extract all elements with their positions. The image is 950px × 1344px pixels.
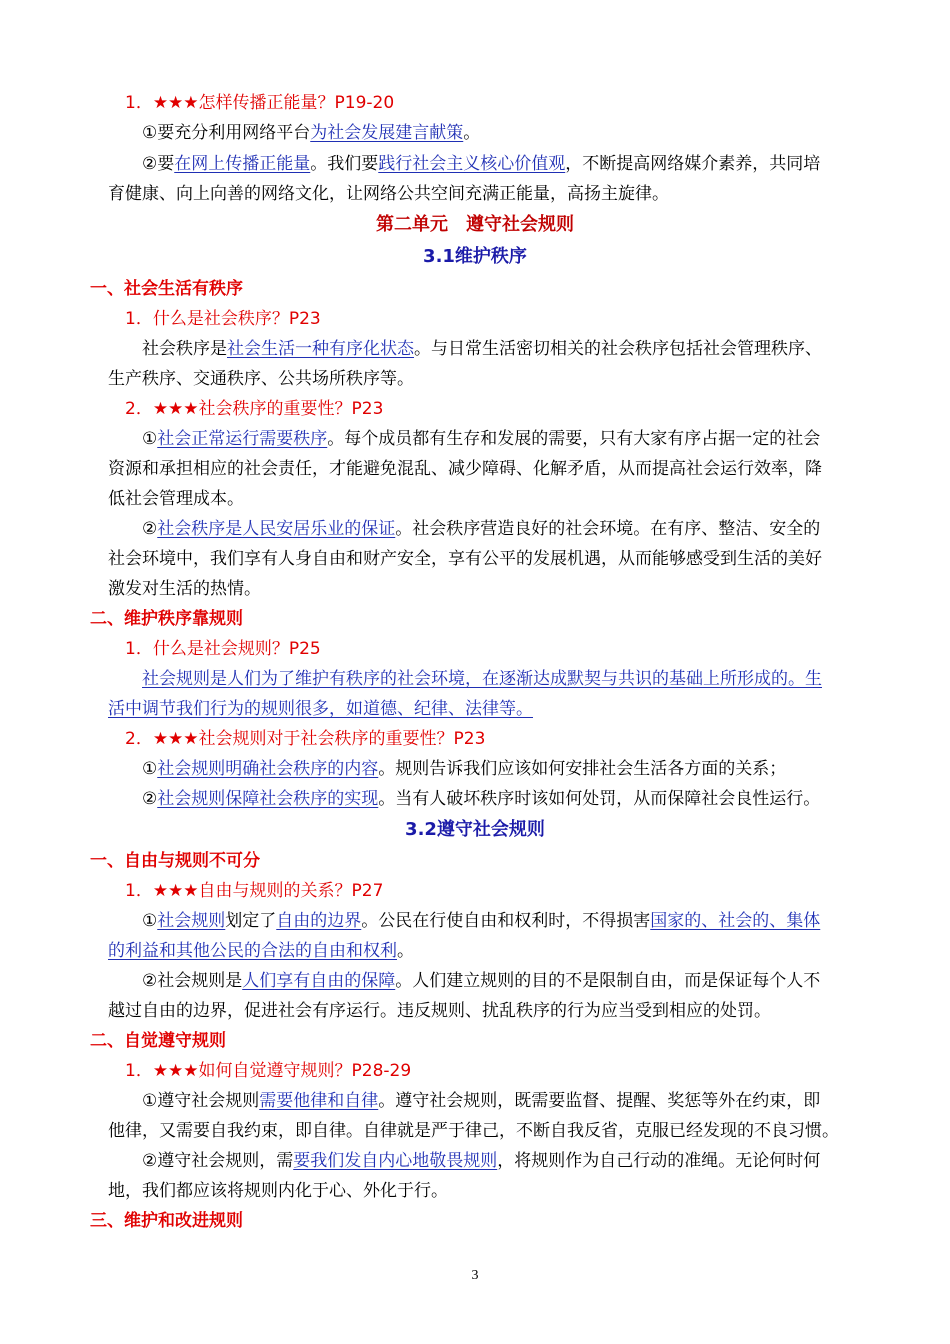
text: ②遵守社会规则，需 <box>142 1151 294 1171</box>
question-heading: 1．★★★怎样传播正能量？P19-20 <box>125 93 395 113</box>
text: 。社会秩序营造良好的社会环境。在有序、整洁、安全的 <box>395 519 821 539</box>
paragraph-continuation: 低社会管理成本。 <box>108 489 244 509</box>
text: ①要充分利用网络平台 <box>142 123 311 143</box>
paragraph <box>142 424 894 454</box>
question-heading: 2．★★★社会规则对于社会秩序的重要性？P23 <box>125 729 486 749</box>
text: 。每个成员都有生存和发展的需要，只有大家有序占据一定的社会 <box>327 429 821 449</box>
text: 。与日常生活密切相关的社会秩序包括社会管理秩序、 <box>414 339 822 359</box>
text: ① <box>142 429 158 449</box>
text: ，将规则作为自己行动的准绳。无论何时何 <box>497 1151 821 1171</box>
underlined-key-point: 的利益和其他公民的合法的自由和权利 <box>108 941 397 961</box>
lesson-title: 3.1维护秩序 <box>423 246 527 267</box>
paragraph <box>142 149 894 179</box>
paragraph-continuation: 生产秩序、交通秩序、公共场所秩序等。 <box>108 369 414 389</box>
paragraph <box>142 1146 894 1176</box>
underlined-paragraph: 社会规则是人们为了维护有秩序的社会环境，在逐渐达成默契与共识的基础上所形成的。生 <box>142 669 822 689</box>
underlined-key-point: 人们享有自由的保障 <box>242 971 396 991</box>
text: ② <box>142 789 158 809</box>
paragraph-continuation: 他律，又需要自我约束，即自律。自律就是严于律己，不断自我反省，克服已经发现的不良习惯。 <box>108 1121 839 1141</box>
text: 。我们要 <box>310 154 379 174</box>
text: 。人们建立规则的目的不是限制自由，而是保证每个人不 <box>395 971 821 991</box>
text: 。遵守社会规则，既需要监督、提醒、奖惩等外在约束，即 <box>378 1091 821 1111</box>
underlined-key-point: 自由的边界 <box>276 911 362 931</box>
paragraph <box>142 1086 894 1116</box>
text: ① <box>142 911 158 931</box>
underlined-key-point: 社会秩序是人民安居乐业的保证 <box>157 519 396 539</box>
text: 。公民在行使自由和权利时，不得损害 <box>361 911 651 931</box>
paragraph <box>142 906 894 936</box>
question-heading: 1．什么是社会规则？P25 <box>125 639 321 659</box>
underlined-key-point: 需要他律和自律 <box>259 1091 379 1111</box>
section-heading: 二、维护秩序靠规则 <box>90 609 243 629</box>
paragraph-continuation: 资源和承担相应的社会责任，才能避免混乱、减少障碍、化解矛盾，从而提高社会运行效率，降 <box>108 459 822 479</box>
text: ①遵守社会规则 <box>142 1091 260 1111</box>
underlined-key-point: 在网上传播正能量 <box>174 154 311 174</box>
underlined-key-point: 社会规则保障社会秩序的实现 <box>157 789 379 809</box>
underlined-key-point: 社会规则明确社会秩序的内容 <box>157 759 379 779</box>
paragraph <box>142 334 894 364</box>
paragraph <box>142 784 894 814</box>
paragraph-continuation: 育健康、向上向善的网络文化，让网络公共空间充满正能量，高扬主旋律。 <box>108 184 669 204</box>
text: 。当有人破坏秩序时该如何处罚，从而保障社会良性运行。 <box>378 789 821 809</box>
paragraph-continuation: 越过自由的边界，促进社会有序运行。违反规则、扰乱秩序的行为应当受到相应的处罚。 <box>108 1001 771 1021</box>
question-heading: 1．★★★如何自觉遵守规则？P28-29 <box>125 1061 412 1081</box>
paragraph-continuation <box>108 936 860 966</box>
lesson-title: 3.2遵守社会规则 <box>405 819 545 840</box>
text: ②社会规则是 <box>142 971 243 991</box>
paragraph <box>142 754 894 784</box>
paragraph <box>142 966 894 996</box>
text: 划定了 <box>225 911 277 931</box>
unit-title: 第二单元 遵守社会规则 <box>376 214 574 235</box>
section-heading: 三、维护和改进规则 <box>90 1211 243 1231</box>
question-heading: 2．★★★社会秩序的重要性？P23 <box>125 399 384 419</box>
text: ②要 <box>142 154 175 174</box>
section-heading: 一、社会生活有秩序 <box>90 279 243 299</box>
text: 。 <box>463 123 481 143</box>
paragraph <box>142 118 894 148</box>
text: ② <box>142 519 158 539</box>
page-number: 3 <box>471 1268 479 1283</box>
question-heading: 1．什么是社会秩序？P23 <box>125 309 321 329</box>
underlined-key-point: 社会规则 <box>157 911 226 931</box>
paragraph-continuation: 激发对生活的热情。 <box>108 579 261 599</box>
underlined-key-point: 国家的、社会的、集体 <box>650 911 821 931</box>
text: 。规则告诉我们应该如何安排社会生活各方面的关系； <box>378 759 787 779</box>
underlined-key-point: 为社会发展建言献策 <box>310 123 464 143</box>
paragraph-continuation: 社会环境中，我们享有人身自由和财产安全，享有公平的发展机遇，从而能够感受到生活的美好 <box>108 549 822 569</box>
text: ① <box>142 759 158 779</box>
section-heading: 二、自觉遵守规则 <box>90 1031 226 1051</box>
underlined-paragraph-continuation: 活中调节我们行为的规则很多，如道德、纪律、法律等。 <box>108 699 533 719</box>
paragraph-continuation: 地，我们都应该将规则内化于心、外化于行。 <box>108 1181 448 1201</box>
underlined-key-point: 社会生活一种有序化状态 <box>227 339 414 359</box>
underlined-key-point: 社会正常运行需要秩序 <box>157 429 328 449</box>
section-heading: 一、自由与规则不可分 <box>90 851 260 871</box>
underlined-key-point: 要我们发自内心地敬畏规则 <box>293 1151 498 1171</box>
text: 社会秩序是 <box>142 339 227 359</box>
text: ，不断提高网络媒介素养，共同培 <box>565 154 821 174</box>
question-heading: 1．★★★自由与规则的关系？P27 <box>125 881 384 901</box>
underlined-key-point: 践行社会主义核心价值观 <box>378 154 566 174</box>
paragraph <box>142 514 894 544</box>
text: 。 <box>397 941 414 961</box>
